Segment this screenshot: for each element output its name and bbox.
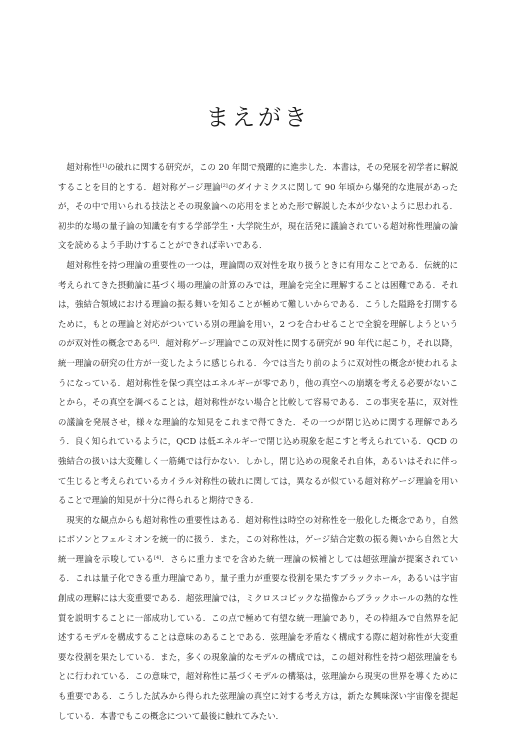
text-run: の破れに関する研究が，この 20 年間で飛躍的に進歩した．本書は，その発展を初学者に解説することを目的とする．超対称ゲージ理論 — [58, 162, 459, 192]
page-title: まえがき — [206, 105, 310, 132]
text-run: 現実的な観点からも超対称性の重要性はある．超対称性は時空の対称性を一般化した概念であり，自然にボソンとフェルミオンを統一的に扱う．また，この対称性は，ゲージ結合定数の振る舞いから自然と大統一理論を示唆している — [58, 514, 458, 564]
preface-body — [58, 158, 458, 726]
text-run: 超対称性 — [66, 162, 100, 172]
text-run: 超対称性を持つ理論の重要性の一つは，理論間の双対性を取り扱うときに有用なことである．伝統的に考えられてきた摂動論に基づく場の理論の計算のみでは，理論を完全に理解することは困難である．それは，強結合領域における理論の振る舞いを知ることが極めて難しいからである．こうした隘路を打開するために，もとの理論と対応がついている別の理論を用い，2 つを合わせることで全貌を理解しようというのが双対性の概念である — [58, 259, 458, 349]
citation-marker: [3] — [150, 339, 158, 346]
paragraph-3 — [58, 511, 458, 727]
text-run: ．超対称ゲージ理論でこの双対性に関する研究が 90 年代に起こり，それ以降，統一理論の研究の仕方が一変したように感じられる．今では当たり前のように双対性の概念が使われるようになっている．超対称性を保つ真空はエネルギーが零であり，他の真空への崩壊を考える必要がないことから，その真空を調べることは，超対称性がない場合と比較して容易である．この事実を基に，双対性の議論を発展させ，様々な理論的な知見をこれまで得てきた．その一つが閉じ込めに関する理解であろう．良く知られているように，QCD は低エネルギーで閉じ込め現象を起こすと考えられている．QCD の強結合の扱いは大変難しく一筋縄では行かない．しかし，閉じ込めの現象それ自体，あるいはそれに伴って生じると考えられているカイラル対称性の破れに関しては，異なるが似ている超対称ゲージ理論を用いることで理論的知見が十分に得られると期待できる． — [58, 338, 459, 506]
citation-marker: [4] — [154, 554, 162, 561]
text-run: ．さらに重力までを含めた統一理論の候補としては超弦理論が提案されている．これは量子化できる重力理論であり，量子重力が重要な役割を果たすブラックホール，あるいは宇宙創成の理解には大変重要である．超弦理論では，ミクロスコピックな描像からブラックホールの熱的な性質を説明することに一部成功している．この点で極めて有望な統一理論であり，その枠組みで自然界を記述するモデルを構成することは意味のあることである．弦理論を矛盾なく構成する際に超対称性が大変重要な役割を果たしている．また，多くの現象論的なモデルの構成では，この超対称性を持つ超弦理論をもとに行われている．この意味で，超対称性に基づくモデルの構築は，弦理論から現実の世界を導くためにも重要である．こうした試みから得られた弦理論の真空に対する考え方は，新たな興味深い宇宙像を提起している．本書でもこの概念について最後に触れてみたい． — [58, 553, 459, 721]
citation-marker: [2] — [220, 182, 228, 189]
text-run: のダイナミクスに関して 90 年頃から爆発的な進展があったが，その中で用いられる技法とその現象論への応用をまとめた形で解説した本が少ないように思われる．初歩的な場の量子論の知識を有する学部学生・大学院生が，現在活発に議論されている超対称性理論の論文を読めるよう手助けすることができれば幸いである． — [58, 181, 458, 251]
citation-marker: [1] — [99, 163, 107, 169]
paragraph-2 — [58, 256, 458, 511]
paragraph-1 — [58, 158, 458, 256]
